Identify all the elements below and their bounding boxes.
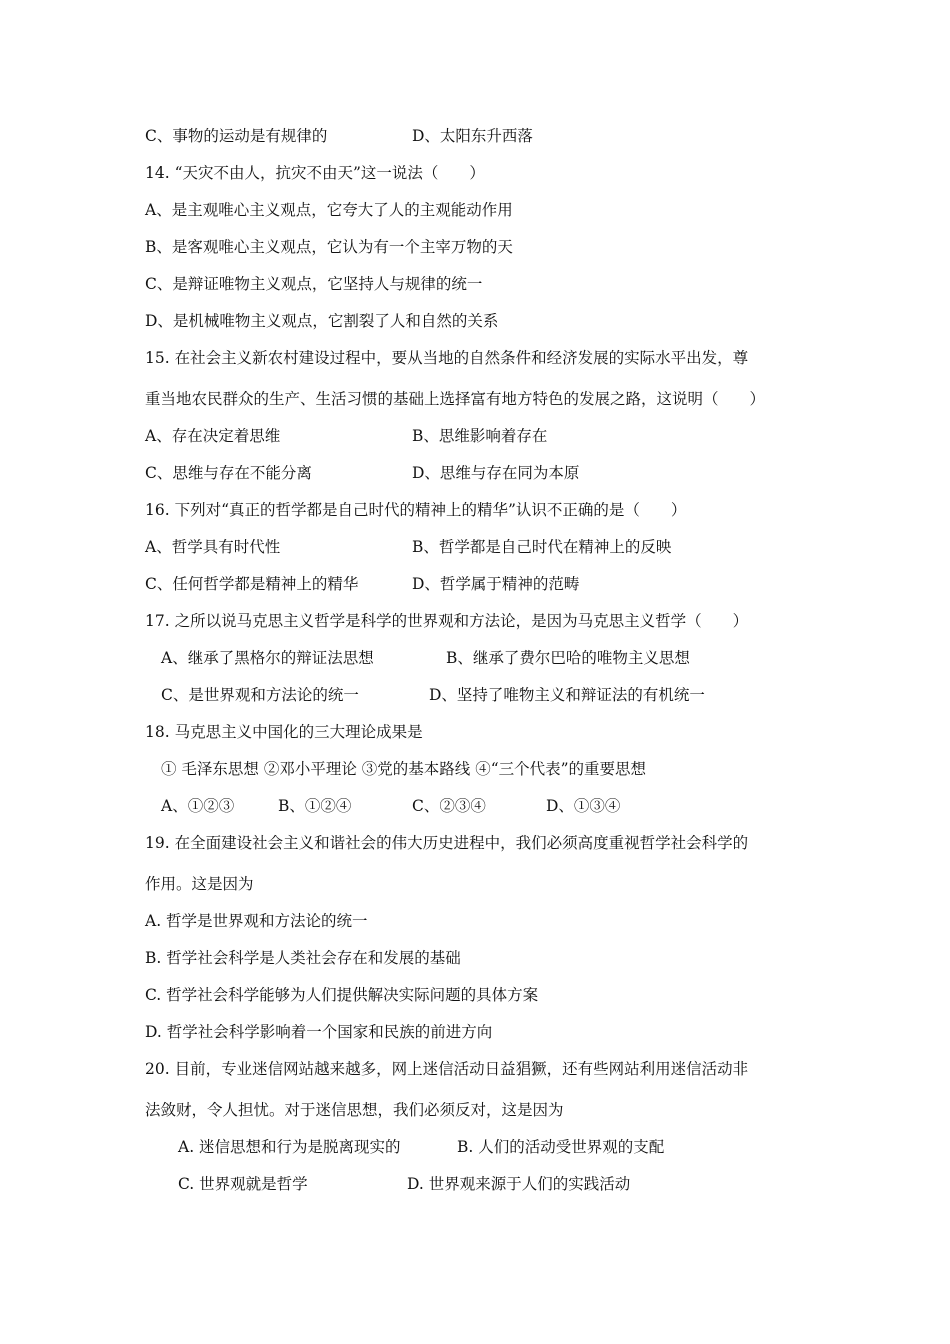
q15-stem-line2: 重当地农民群众的生产、生活习惯的基础上选择富有地方特色的发展之路，这说明（ ） [145, 390, 766, 408]
q20-option-a: A. 迷信思想和行为是脱离现实的 [178, 1138, 401, 1156]
q19-option-d: D. 哲学社会科学影响着一个国家和民族的前进方向 [145, 1023, 493, 1041]
q16-option-c: C、任何哲学都是精神上的精华 [145, 575, 359, 593]
q19-option-a: A. 哲学是世界观和方法论的统一 [145, 912, 368, 930]
q13-option-d: D、太阳东升西落 [412, 127, 533, 145]
q20-option-d: D. 世界观来源于人们的实践活动 [407, 1175, 631, 1193]
q19-option-b: B. 哲学社会科学是人类社会存在和发展的基础 [145, 949, 461, 967]
q20-stem-line2: 法敛财，令人担忧。对于迷信思想，我们必须反对，这是因为 [145, 1101, 564, 1119]
q14-option-c: C、是辩证唯物主义观点，它坚持人与规律的统一 [145, 275, 483, 293]
q18-option-b: B、①②④ [278, 797, 352, 815]
q19-stem-line1: 19. 在全面建设社会主义和谐社会的伟大历史进程中，我们必须高度重视哲学社会科学的 [145, 834, 749, 852]
q18-option-d: D、①③④ [546, 797, 621, 815]
q19-option-c: C. 哲学社会科学能够为人们提供解决实际问题的具体方案 [145, 986, 539, 1004]
q16-option-d: D、哲学属于精神的范畴 [412, 575, 580, 593]
q17-stem: 17. 之所以说马克思主义哲学是科学的世界观和方法论，是因为马克思主义哲学（ ） [145, 612, 749, 630]
q18-stem: 18. 马克思主义中国化的三大理论成果是 [145, 723, 423, 741]
q16-option-b: B、哲学都是自己时代在精神上的反映 [412, 538, 672, 556]
q17-option-b: B、继承了费尔巴哈的唯物主义思想 [446, 649, 690, 667]
q20-option-b: B. 人们的活动受世界观的支配 [457, 1138, 665, 1156]
q19-stem-line2: 作用。这是因为 [145, 875, 254, 893]
q13-option-c: C、事物的运动是有规律的 [145, 127, 328, 145]
q15-option-b: B、思维影响着存在 [412, 427, 548, 445]
q17-option-d: D、坚持了唯物主义和辩证法的有机统一 [429, 686, 705, 704]
q14-stem: 14. “天灾不由人，抗灾不由天”这一说法（ ） [145, 164, 485, 182]
q18-option-a: A、①②③ [161, 797, 235, 815]
q14-option-d: D、是机械唯物主义观点，它割裂了人和自然的关系 [145, 312, 499, 330]
q20-option-c: C. 世界观就是哲学 [178, 1175, 308, 1193]
q14-option-a: A、是主观唯心主义观点，它夸大了人的主观能动作用 [145, 201, 513, 219]
q17-option-c: C、是世界观和方法论的统一 [161, 686, 359, 704]
q15-option-d: D、思维与存在同为本原 [412, 464, 580, 482]
q17-option-a: A、继承了黑格尔的辩证法思想 [161, 649, 374, 667]
q20-stem-line1: 20. 目前，专业迷信网站越来越多，网上迷信活动日益猖獗，还有些网站利用迷信活动非 [145, 1060, 749, 1078]
q15-option-a: A、存在决定着思维 [145, 427, 281, 445]
q18-items: ① 毛泽东思想 ②邓小平理论 ③党的基本路线 ④“三个代表”的重要思想 [161, 760, 647, 778]
q15-option-c: C、思维与存在不能分离 [145, 464, 312, 482]
q15-stem-line1: 15. 在社会主义新农村建设过程中，要从当地的自然条件和经济发展的实际水平出发，尊 [145, 349, 749, 367]
q16-option-a: A、哲学具有时代性 [145, 538, 281, 556]
q18-option-c: C、②③④ [412, 797, 486, 815]
q14-option-b: B、是客观唯心主义观点，它认为有一个主宰万物的天 [145, 238, 513, 256]
q16-stem: 16. 下列对“真正的哲学都是自己时代的精神上的精华”认识不正确的是（ ） [145, 501, 687, 519]
